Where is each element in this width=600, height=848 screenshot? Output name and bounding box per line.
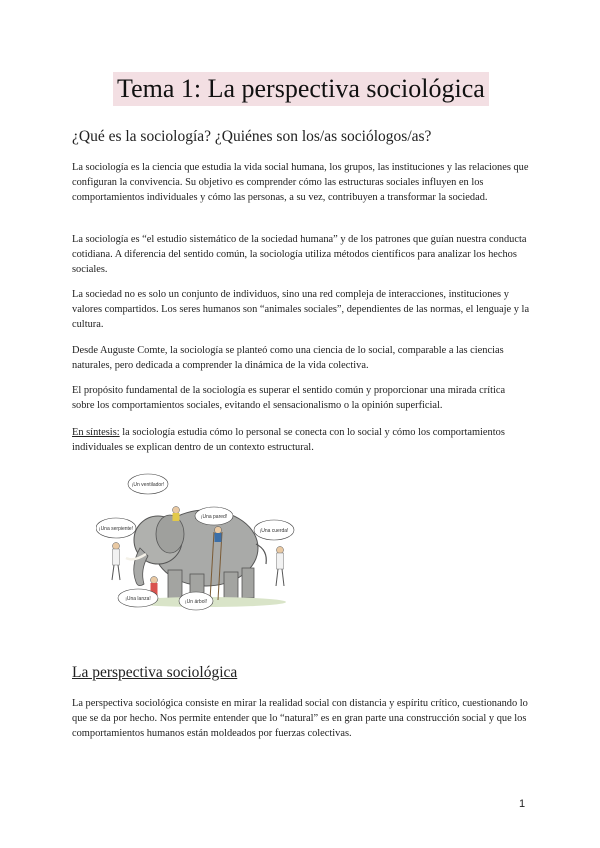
page-title: Tema 1: La perspectiva sociológica xyxy=(113,72,489,106)
paragraph-2: La sociología es “el estudio sistemático de la sociedad humana” y de los patrones que guían nuestra conducta cotidiana. A diferencia del sentido común, la sociología utiliza métodos científicos para analizar los hechos sociales. xyxy=(72,234,527,275)
page-number: 1 xyxy=(519,798,526,810)
paragraph-5: El propósito fundamental de la sociología es superar el sentido común y proporcionar una mirada crítica sobre los comportamientos sociales, evitando el sensacionalismo o la opinión superficial. xyxy=(72,385,506,411)
paragraph-1: La sociología es la ciencia que estudia la vida social humana, los grupos, las instituciones y las relaciones que configuran la convivencia. Su objetivo es comprender cómo las estructuras sociales influyen en los comportamientos individuales y cómo las personas, a su vez, contribuyen a transformar la sociedad. xyxy=(72,162,529,203)
speech-bubble xyxy=(118,589,158,607)
bubble-text: ¡Una pared! xyxy=(200,514,228,520)
paragraph-perspectiva: La perspectiva sociológica consiste en mirar la realidad social con distancia y espíritu crítico, cuestionando lo que se da por hecho. Nos permite entender que lo “natural” es en gran parte una construcción social y que los comportamientos humanos están moldeados por fuerzas colectivas. xyxy=(72,698,528,739)
summary-label: En síntesis: xyxy=(72,427,120,438)
elephant-leg xyxy=(242,568,254,598)
elephant-leg xyxy=(168,570,182,600)
person-right xyxy=(276,547,284,587)
paragraph-4: Desde Auguste Comte, la sociología se planteó como una ciencia de lo social, comparable a las ciencias naturales, pero dedicada a comprender la dinámica de la vida colectiva. xyxy=(72,345,504,371)
elephant-trunk xyxy=(134,548,148,586)
elephant-illustration-svg xyxy=(96,470,300,612)
section-heading-perspectiva: La perspectiva sociológica xyxy=(72,664,238,681)
bubble-text: ¡Una cuerda! xyxy=(259,528,289,534)
person-top xyxy=(173,507,180,522)
speech-bubble xyxy=(179,592,213,610)
bubble-text: ¡Un ventilador! xyxy=(131,482,165,488)
paragraph-3: La sociedad no es solo un conjunto de individuos, sino una red compleja de interacciones, instituciones y valores compartidos. Los seres humanos son “animales sociales”, dependientes de las normas, el lenguaje y la cultura. xyxy=(72,289,530,330)
elephant-ear xyxy=(156,515,184,553)
elephant-illustration xyxy=(96,470,300,612)
bubble-text: ¡Un árbol! xyxy=(185,599,207,605)
person-left xyxy=(112,543,120,581)
section-heading-que-es: ¿Qué es la sociología? ¿Quiénes son los/as sociólogos/as? xyxy=(72,128,432,145)
bubble-text: ¡Una serpiente! xyxy=(98,526,134,532)
speech-bubble xyxy=(96,518,136,538)
speech-bubble xyxy=(195,507,233,525)
speech-bubble xyxy=(254,520,294,540)
bubble-text: ¡Una lanza! xyxy=(125,596,151,602)
speech-bubble xyxy=(128,474,168,494)
paragraph-summary xyxy=(72,425,530,455)
summary-text: la sociología estudia cómo lo personal se conecta con lo social y cómo los comportamientos individuales se explican dentro de un contexto estructural. xyxy=(72,427,505,453)
